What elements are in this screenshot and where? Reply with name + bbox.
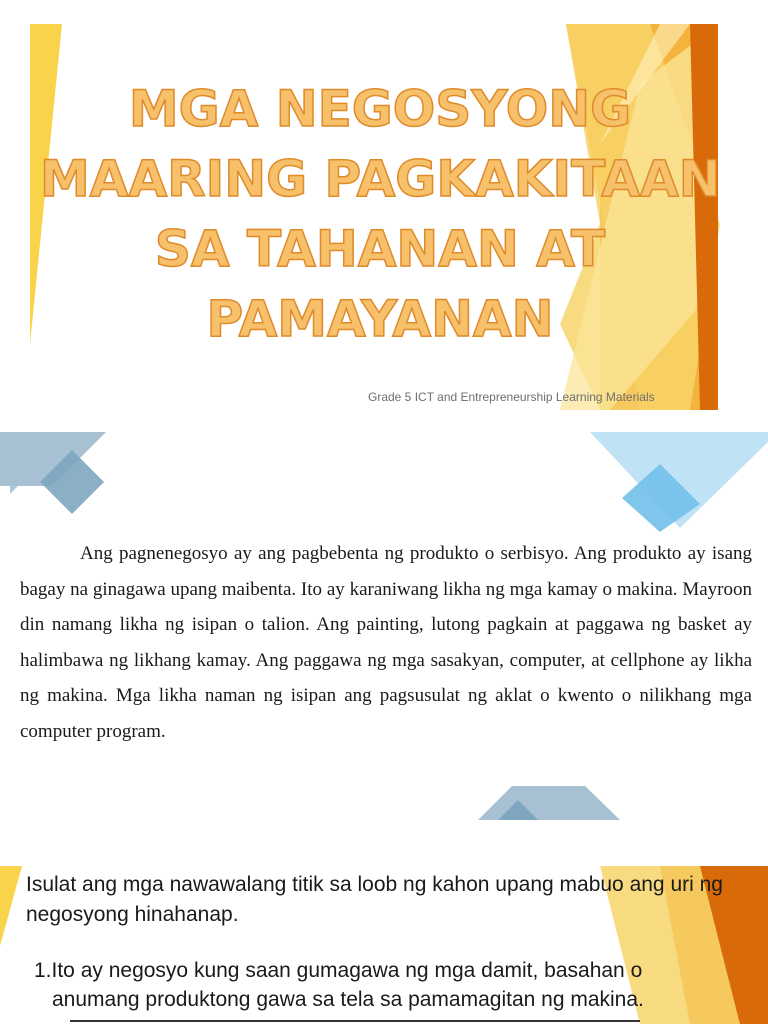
slide-caption: Grade 5 ICT and Entrepreneurship Learning Materials <box>368 390 655 404</box>
slide2-decoration <box>0 432 768 532</box>
question-line-2: anumang produktong gawa sa tela sa pamamagitan ng makina. <box>52 988 644 1011</box>
question-line-1: Ito ay negosyo kung saan gumagawa ng mga damit, basahan o <box>51 959 643 982</box>
title-line-3: SA TAHANAN AT <box>154 220 606 278</box>
answer-line <box>70 1020 640 1022</box>
title-slide <box>0 24 768 410</box>
definition-slide <box>0 432 768 832</box>
title-line-2: MAARING PAGKAKITAAN <box>40 150 721 208</box>
exercise-slide <box>0 866 768 1024</box>
question-number: 1. <box>34 959 52 982</box>
left-yellow-sliver <box>0 866 22 946</box>
title-line-4: PAMAYANAN <box>206 290 554 348</box>
question-1 <box>34 956 734 1014</box>
slide-title <box>40 74 720 354</box>
title-line-1: MGA NEGOSYONG <box>128 80 632 138</box>
bottom-diamond <box>478 786 620 820</box>
exercise-instruction: Isulat ang mga nawawalang titik sa loob ng kahon upang mabuo ang uri ng negosyong hinahanap. <box>26 873 723 926</box>
slide2-bottom-decoration <box>0 786 768 832</box>
definition-paragraph: Ang pagnenegosyo ay ang pagbebenta ng produkto o serbisyo. Ang produkto ay isang bagay na ginagawa upang maibenta. Ito ay karaniwang likha ng mga kamay o makina. Mayroon din namang likha ng isipan o talion. Ang painting, lutong pagkain at paggawa ng basket ay halimbawa ng likhang kamay. Ang paggawa ng mga sasakyan, computer, at cellphone ay likha ng makina. Mga likha naman ng isipan ang pagsusulat ng aklat o kwento o nilikhang mga computer program. <box>20 543 752 742</box>
